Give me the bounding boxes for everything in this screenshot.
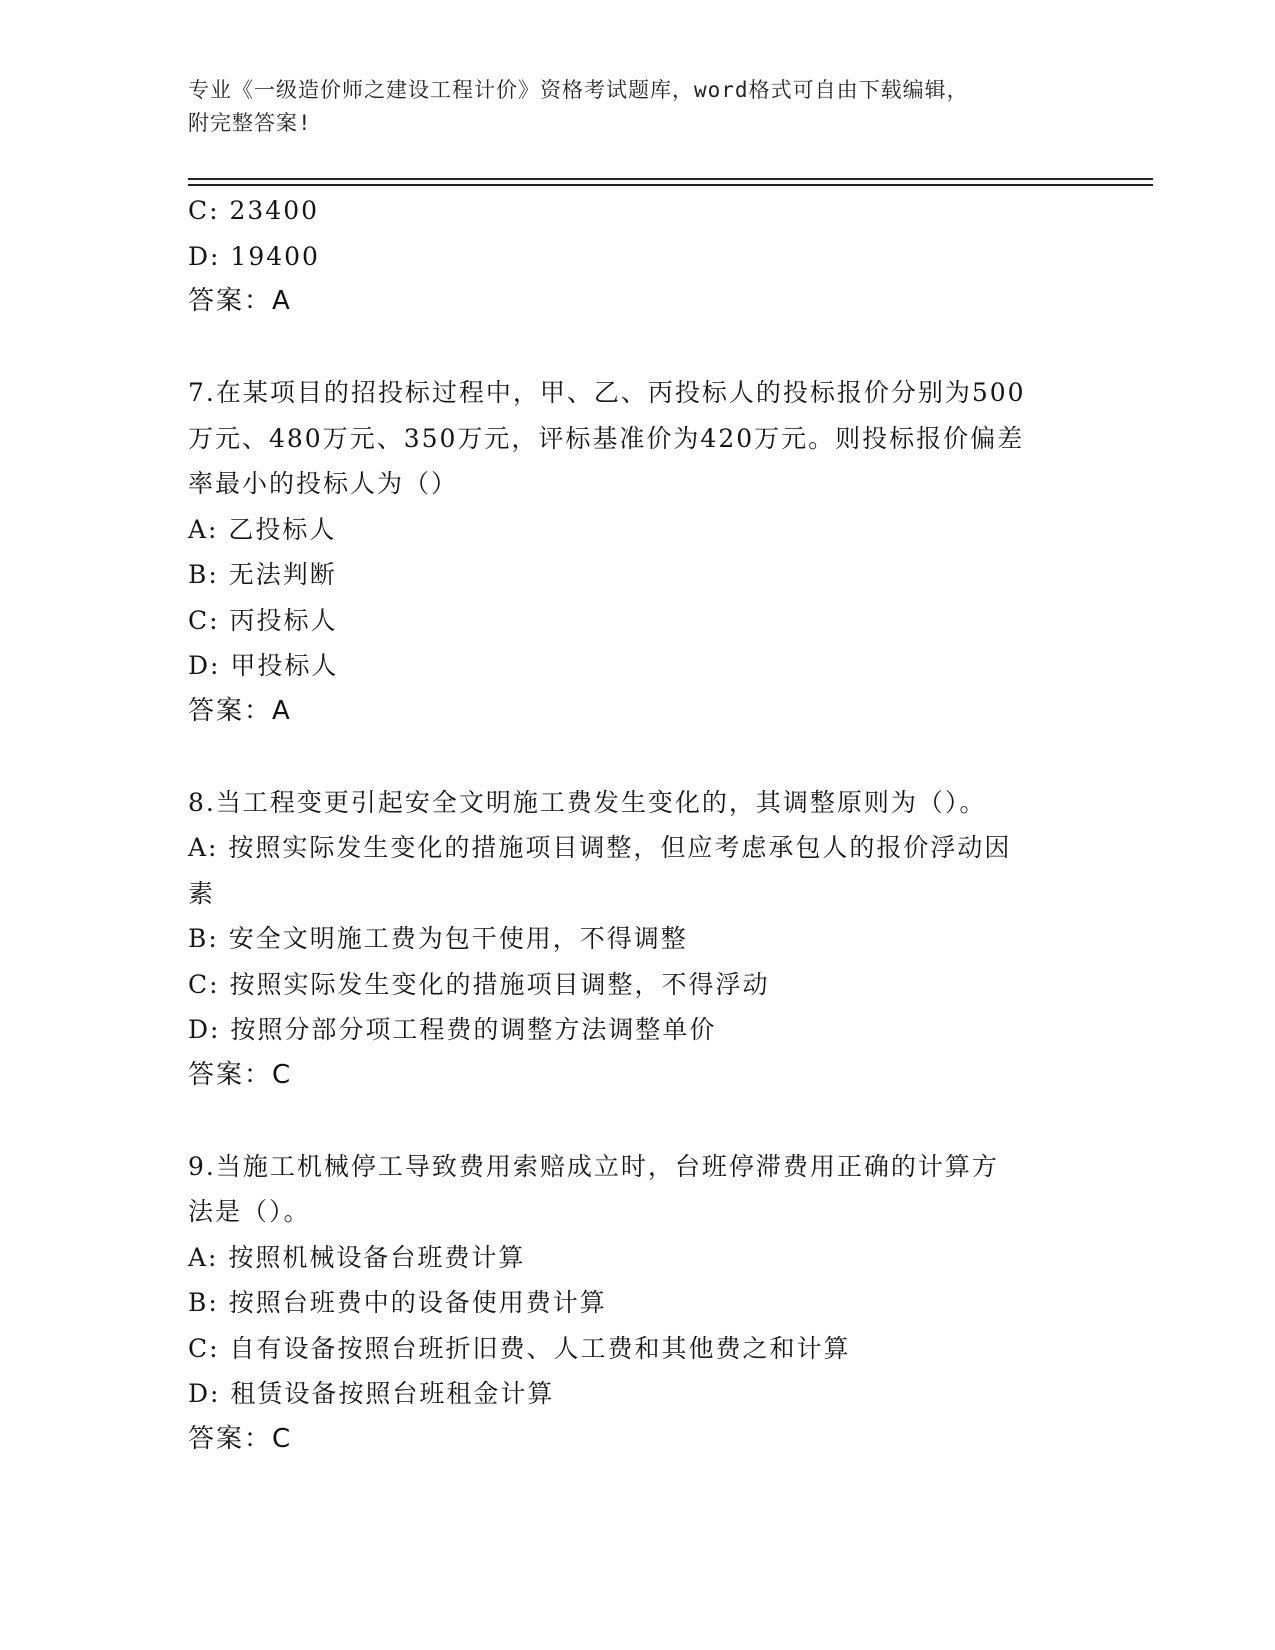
question-8 bbox=[188, 780, 1088, 1099]
question-7 bbox=[188, 370, 1088, 734]
option-c: C: 按照实际发生变化的措施项目调整，不得浮动 bbox=[188, 969, 770, 999]
question-text-line: 9.当施工机械停工导致费用索赔成立时，台班停滞费用正确的计算方 bbox=[188, 1151, 999, 1181]
question-6-tail bbox=[188, 188, 1088, 325]
header-line-1: 专业《一级造价师之建设工程计价》资格考试题库，word格式可自由下载编辑， bbox=[188, 78, 969, 102]
option-a-continued: 素 bbox=[188, 878, 216, 908]
option-c: C: 自有设备按照台班折旧费、人工费和其他费之和计算 bbox=[188, 1333, 851, 1363]
option-b: B: 按照台班费中的设备使用费计算 bbox=[188, 1288, 607, 1317]
header-divider-top bbox=[188, 178, 1153, 180]
spacer bbox=[188, 734, 1088, 780]
header-line-2: 附完整答案! bbox=[188, 111, 312, 135]
spacer bbox=[188, 325, 1088, 371]
answer-line: 答案：A bbox=[188, 695, 292, 726]
option-b: B: 安全文明施工费为包干使用，不得调整 bbox=[188, 924, 688, 953]
option-a: A: 乙投标人 bbox=[188, 514, 337, 544]
answer-line: 答案：C bbox=[188, 1059, 293, 1090]
question-text-line: 7.在某项目的招投标过程中，甲、乙、丙投标人的投标报价分别为500 bbox=[188, 378, 1026, 407]
document-header bbox=[188, 74, 1088, 140]
option-c: C: 23400 bbox=[188, 196, 320, 225]
question-text-line: 万元、480万元、350万元，评标基准价为420万元。则投标报价偏差 bbox=[188, 423, 1025, 453]
option-d: D: 租赁设备按照台班租金计算 bbox=[188, 1379, 555, 1408]
question-list bbox=[188, 188, 1088, 1462]
option-a: A: 按照机械设备台班费计算 bbox=[188, 1242, 526, 1272]
question-text-line: 法是（）。 bbox=[188, 1197, 311, 1226]
answer-line: 答案：A bbox=[188, 286, 292, 316]
option-b: B: 无法判断 bbox=[188, 560, 337, 589]
option-d: D: 19400 bbox=[188, 241, 320, 271]
option-d: D: 甲投标人 bbox=[188, 651, 339, 680]
question-text-line: 率最小的投标人为（） bbox=[188, 469, 459, 498]
header-divider-bottom bbox=[188, 184, 1153, 186]
option-a: A: 按照实际发生变化的措施项目调整，但应考虑承包人的报价浮动因 bbox=[188, 833, 1012, 862]
option-c: C: 丙投标人 bbox=[188, 605, 338, 635]
option-d: D: 按照分部分项工程费的调整方法调整单价 bbox=[188, 1015, 717, 1044]
spacer bbox=[188, 1098, 1088, 1144]
answer-line: 答案：C bbox=[188, 1423, 293, 1454]
question-9 bbox=[188, 1144, 1088, 1463]
question-text-line: 8.当工程变更引起安全文明施工费发生变化的，其调整原则为（）。 bbox=[188, 787, 987, 817]
